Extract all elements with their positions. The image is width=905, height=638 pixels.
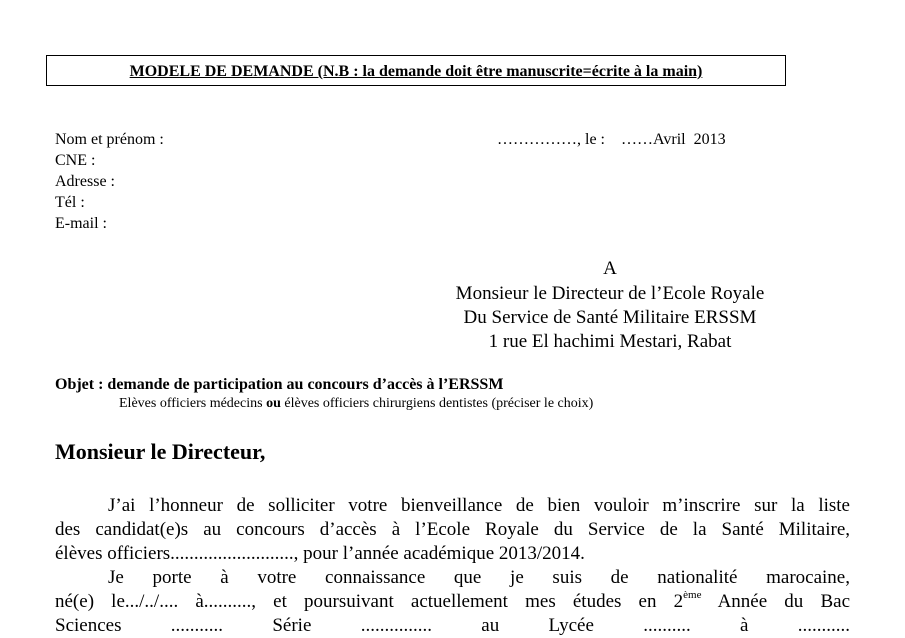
form-header-title: MODELE DE DEMANDE (N.B : la demande doit être manuscrite=écrite à la main) [129, 63, 703, 80]
paragraph-2 [55, 566, 850, 638]
field-cne: CNE : [55, 152, 96, 169]
recipient-a: A [603, 258, 617, 279]
recipient-line-1: Monsieur le Directeur de l’Ecole Royale [455, 283, 765, 304]
paragraph-1-line-2: des candidat(e)s au concours d’accès à l’Ecole Royale du Service de la Santé Militaire, [55, 519, 850, 540]
paragraph-2-line-2 [55, 590, 850, 614]
paragraph-2-line-2-after: Année du Bac [701, 591, 850, 612]
field-email: E-mail : [55, 215, 107, 232]
place-date: ……………, le : ……Avril 2013 [497, 131, 726, 148]
paragraph-1-line-3: élèves officiers.........................., pour l’année académique 2013/2014. [55, 543, 585, 564]
objet-sub-before: Elèves officiers médecins [119, 396, 267, 411]
objet-subtitle [119, 396, 593, 412]
form-header-box [46, 55, 786, 86]
paragraph-1 [55, 494, 850, 566]
objet-sub-after: élèves officiers chirurgiens dentistes (préciser le choix) [280, 396, 594, 411]
paragraph-2-line-1: Je porte à votre connaissance que je suis de nationalité marocaine, [108, 567, 850, 588]
objet-title: Objet : demande de participation au concours d’accès à l’ERSSM [55, 376, 504, 393]
salutation: Monsieur le Directeur, [55, 439, 266, 464]
recipient-line-2: Du Service de Santé Militaire ERSSM [463, 307, 757, 328]
objet-sub-ou: ou [266, 396, 281, 411]
paragraph-1-line-1: J’ai l’honneur de solliciter votre bienveillance de bien vouloir m’inscrire sur la liste [108, 495, 850, 516]
field-tel: Tél : [55, 194, 85, 211]
field-nom-prenom: Nom et prénom : [55, 131, 164, 148]
field-adresse: Adresse : [55, 173, 115, 190]
paragraph-2-line-2-before: né(e) le.../../.... à.........., et poursuivant actuellement mes études en 2 [55, 591, 684, 612]
recipient-line-3: 1 rue El hachimi Mestari, Rabat [488, 331, 732, 352]
paragraph-2-line-3: Sciences ........... Série ............... au Lycée .......... à ........... [55, 615, 850, 636]
paragraph-2-line-2-sup: ème [683, 589, 702, 601]
